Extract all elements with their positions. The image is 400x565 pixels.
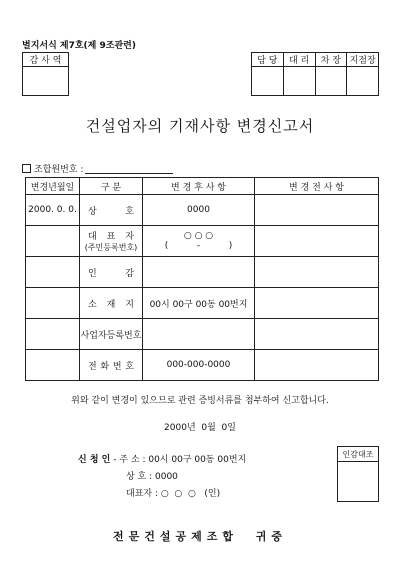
cell-date — [26, 257, 80, 288]
document-title: 건설업자의 기재사항 변경신고서 — [85, 117, 315, 135]
seal-check-label: 인감대조 — [338, 447, 378, 462]
cell-category: 소 재 지 — [80, 288, 143, 319]
applicant-block — [78, 452, 246, 503]
cell-category: 인 감 — [80, 257, 143, 288]
cell-after — [143, 226, 255, 257]
approval-box — [315, 52, 348, 96]
applicant-representative: 대표자 : ○ ○ ○ (인) — [126, 489, 221, 499]
member-number-field — [22, 162, 173, 175]
table-row — [26, 257, 379, 288]
header-after: 변 경 후 사 항 — [143, 178, 255, 195]
header-change-date: 변경년월일 — [26, 178, 80, 195]
approval-box — [283, 52, 316, 96]
approval-boxes — [251, 52, 379, 96]
approval-box — [346, 52, 379, 96]
after-value: ○ ○ ○ — [183, 231, 214, 241]
cell-after — [143, 319, 255, 350]
form-id: 별지서식 제7호(제 9조관련) — [22, 41, 136, 51]
cell-date — [26, 226, 80, 257]
recipient-footer: 전문건설공제조합 귀중 — [113, 530, 287, 543]
table-row — [26, 226, 379, 257]
cell-date — [26, 319, 80, 350]
cell-category: 대 표 자 (주민등록번호) — [80, 226, 143, 257]
cell-after: 000-000-0000 — [143, 350, 255, 381]
cell-before — [255, 350, 379, 381]
checkbox-icon — [22, 164, 31, 173]
cell-after: 00시 00구 00동 00번지 — [143, 288, 255, 319]
header-before: 변 경 전 사 항 — [255, 178, 379, 195]
applicant-label: 신 청 인 — [78, 455, 111, 465]
cell-category: 전 화 번 호 — [80, 350, 143, 381]
cell-before — [255, 195, 379, 226]
approval-box-label: 지점장 — [347, 53, 378, 67]
table-row — [26, 350, 379, 381]
member-number-line — [85, 164, 173, 174]
category-sub: (주민등록번호) — [84, 243, 138, 252]
approval-box — [251, 52, 284, 96]
cell-before — [255, 257, 379, 288]
applicant-address: - 주 소 : 00시 00구 00동 00번지 — [113, 455, 247, 465]
applicant-address-line — [78, 452, 246, 469]
seal-check-box — [337, 446, 379, 502]
table-header-row — [26, 178, 379, 195]
audit-box — [22, 52, 69, 96]
cell-after: 0000 — [143, 195, 255, 226]
notice-text: 위와 같이 변경이 있으므로 관련 증빙서류를 첨부하여 신고합니다. — [71, 396, 329, 406]
member-number-label: 조합원번호 : — [34, 165, 84, 175]
table-row — [26, 195, 379, 226]
cell-before — [255, 288, 379, 319]
approval-box-label: 대 리 — [284, 53, 315, 67]
header-category: 구 분 — [80, 178, 143, 195]
cell-date: 2000. 0. 0. — [26, 195, 80, 226]
approval-box-label: 차 장 — [316, 53, 347, 67]
cell-date — [26, 350, 80, 381]
filing-date: 2000년 0월 0일 — [164, 423, 236, 433]
cell-date — [26, 288, 80, 319]
approval-box-label: 담 당 — [252, 53, 283, 67]
cell-category: 사업자등록번호 — [80, 319, 143, 350]
applicant-company: 상 호 : 0000 — [126, 472, 178, 482]
after-sub: ( - ) — [164, 241, 233, 251]
cell-after — [143, 257, 255, 288]
cell-category: 상 호 — [80, 195, 143, 226]
table-row — [26, 319, 379, 350]
audit-box-label: 감 사 역 — [23, 53, 68, 67]
table-row — [26, 288, 379, 319]
change-table — [25, 177, 379, 381]
cell-before — [255, 226, 379, 257]
cell-before — [255, 319, 379, 350]
